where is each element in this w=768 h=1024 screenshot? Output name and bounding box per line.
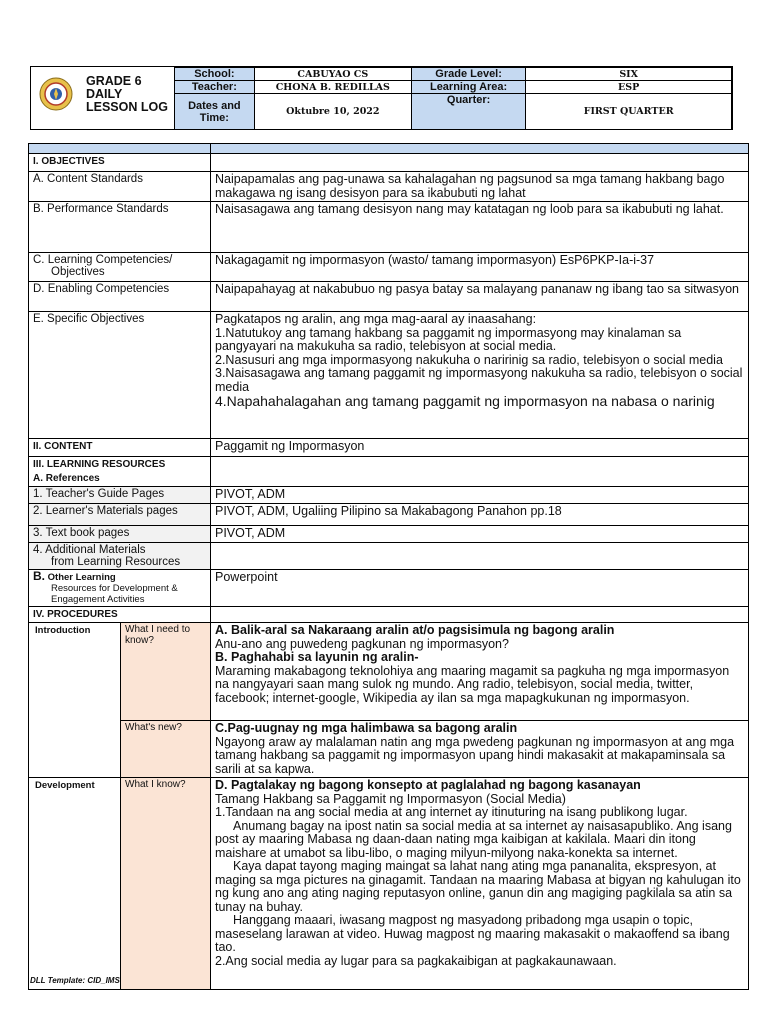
other-value: Powerpoint	[211, 569, 749, 606]
tb-label: 3. Text book pages	[29, 525, 211, 542]
development-phase: Development	[29, 778, 121, 990]
enabling: Naipapahayag at nakabubuo ng pasya batay sa malayang pananaw ng ibang tao sa sitwasyon	[211, 282, 749, 312]
specific-item: 3.Naisasagawa ang tamang paggamit ng impormasyong nakukuha sa radio, telebisyon o social media	[215, 366, 743, 394]
dates-value: Oktubre 10, 2022	[254, 94, 411, 130]
procedures-blank	[211, 606, 749, 623]
specific-item: 4.Napahahalagahan ang tamang paggamit ng impormasyon na nabasa o narinig	[215, 393, 715, 409]
performance-standards: Naisasagawa ang tamang desisyon nang may katatagan ng loob para sa ikabubuti ng lahat.	[211, 202, 749, 253]
content-standards-label: A. Content Standards	[29, 172, 211, 202]
school-label: School:	[175, 68, 255, 81]
section-c-text: Ngayong araw ay malalaman natin ang mga pwedeng pagkunan ng impormasyon at ang mga tamang hakbang sa paggamit ng impormasyon upang hindi makasakit at makapaminsala sa sarili at sa kapwa.	[215, 734, 735, 776]
section-b-text: Maraming makabagong teknolohiya ang maaring magamit sa pagkuha ng mga impormasyon na nangyayari saan mang sulok ng mundo. Ang radio, telebisyon, social media, twitter, facebook; internet-google, Wikipedia ay ilan sa mga mapagkukunan ng impormasyon.	[215, 663, 730, 705]
performance-standards-label: B. Performance Standards	[29, 202, 211, 253]
what-i-know-label: What I know?	[121, 778, 211, 990]
section-a-text: Anu-ano ang puwedeng pagkunan ng impormasyon?	[215, 636, 509, 651]
area-label: Learning Area:	[411, 81, 525, 94]
teacher-value: CHONA B. REDILLAS	[254, 81, 411, 94]
tg-label: 1. Teacher's Guide Pages	[29, 487, 211, 504]
additional-value	[211, 542, 749, 569]
band-left	[29, 144, 211, 154]
procedures-heading: IV. PROCEDURES	[29, 606, 211, 623]
development-content	[211, 778, 749, 990]
grade-label: Grade Level:	[411, 68, 525, 81]
section-d-paragraph: Kaya dapat tayong maging maingat sa lahat nang ating mga pananalita, ekspresyon, at maging sa mga pictures na ginagamit. Tandaan na maaring Mabasa at bigyan ng kahulugan ito ng kung ano ang ating naging reputasyon online, ganun din ang magiging pagkilala sa atin sa tunay na buhay.	[215, 859, 741, 914]
section-b-title: B. Paghahabi sa layunin ng aralin-	[215, 650, 419, 664]
resources-heading: III. LEARNING RESOURCES A. References	[29, 457, 211, 487]
teacher-label: Teacher:	[175, 81, 255, 94]
header-table	[174, 67, 732, 130]
whats-new-label: What's new?	[121, 721, 211, 778]
competencies: Nakagagamit ng impormasyon (wasto/ tamang impormasyon) EsP6PKP-Ia-i-37	[211, 253, 749, 282]
content-heading: II. CONTENT	[29, 439, 211, 457]
specific-label: E. Specific Objectives	[29, 312, 211, 439]
grade-value: SIX	[526, 68, 732, 81]
competencies-label: C. Learning Competencies/ Objectives	[29, 253, 211, 282]
school-value: CABUYAO CS	[254, 68, 411, 81]
whats-new-content	[211, 721, 749, 778]
specific-item: 1.Natutukoy ang tamang hakbang sa paggamit ng impormasyong may kinalaman sa pangyayari na makukuha sa radio, telebisyon at social media.	[215, 325, 682, 353]
section-d-paragraph: Anumang bagay na ipost natin sa social media at sa internet ay naisasapubliko. Ang isang post ay maaring Mabasa ng daan-daan nating mga kaibigan at kakilala. Maari din itong maishare at umabot sa libu-libo, o maging milyun-milyong naka-konekta sa internet.	[215, 818, 732, 860]
introduction-phase: Introduction	[29, 623, 121, 778]
section-d-point-2: 2.Ang social media ay lugar para sa pagkakaibigan at pagkakaunawaan.	[215, 953, 617, 968]
tb-value: PIVOT, ADM	[211, 525, 749, 542]
section-c-title: C.Pag-uugnay ng mga halimbawa sa bagong aralin	[215, 721, 518, 735]
tg-value: PIVOT, ADM	[211, 487, 749, 504]
specific-objectives	[211, 312, 749, 439]
other-label: B. Other Learning Resources for Development & Engagement Activities	[29, 569, 211, 606]
section-d-point-1: 1.Tandaan na ang social media at ang internet ay itinuturing na isang publikong lugar.	[215, 805, 688, 819]
template-footer: DLL Template: CID_IMS	[30, 976, 120, 985]
dll-title: GRADE 6 DAILY LESSON LOG	[86, 74, 168, 114]
area-value: ESP	[526, 81, 732, 94]
additional-label: 4. Additional Materials from Learning Resources	[29, 542, 211, 569]
band-right	[211, 144, 749, 154]
objectives-heading: I. OBJECTIVES	[29, 154, 211, 172]
lm-value: PIVOT, ADM, Ugaliing Pilipino sa Makabagong Panahon pp.18	[211, 503, 749, 525]
quarter-label: Quarter:	[411, 94, 525, 130]
section-a-title: A. Balik-aral sa Nakaraang aralin at/o pagsisimula ng bagong aralin	[215, 623, 615, 637]
deped-seal-icon	[39, 77, 73, 111]
header-box	[30, 66, 733, 130]
lm-label: 2. Learner's Materials pages	[29, 503, 211, 525]
section-d-subtitle: Tamang Hakbang sa Paggamit ng Impormasyon (Social Media)	[215, 791, 566, 806]
specific-item: 2.Nasusuri ang mga impormasyong nakukuha o naririnig sa radio, telebisyon o social media	[215, 352, 723, 367]
intro-content	[211, 623, 749, 721]
enabling-label: D. Enabling Competencies	[29, 282, 211, 312]
content-standards: Naipapamalas ang pag-unawa sa kahalagahan ng pagsunod sa mga tamang hakbang bago makagawa ng isang desisyon para sa ikabubuti ng lahat	[211, 172, 749, 202]
section-d-title: D. Pagtalakay ng bagong konsepto at paglalahad ng bagong kasanayan	[215, 778, 641, 792]
objectives-blank	[211, 154, 749, 172]
specific-intro: Pagkatapos ng aralin, ang mga mag-aaral ay inaasahang:	[215, 312, 537, 326]
resources-blank	[211, 457, 749, 487]
content-value: Paggamit ng Impormasyon	[211, 439, 749, 457]
lesson-log-table	[28, 143, 749, 990]
section-d-paragraph: Hanggang maaari, iwasang magpost ng masyadong pribadong mga usapin o topic, maseselang larawan at video. Huwag magpost ng maaring makasakit o makaoffend sa ibang tao.	[215, 913, 730, 954]
quarter-value: FIRST QUARTER	[526, 94, 732, 130]
need-to-know-label: What I need to know?	[121, 623, 211, 721]
dates-label: Dates and Time:	[175, 94, 255, 130]
